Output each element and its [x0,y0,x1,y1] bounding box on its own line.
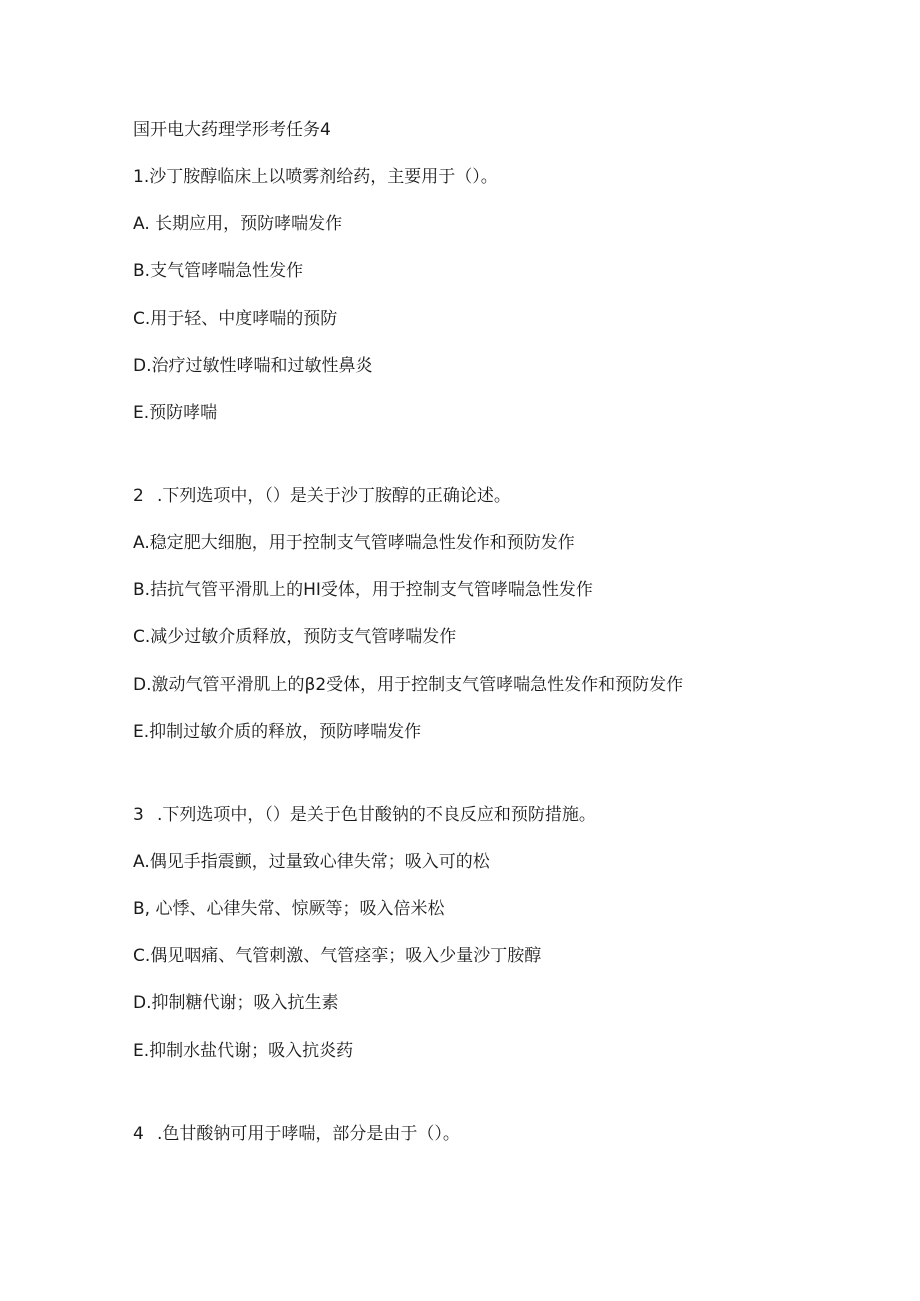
question-1 [133,167,498,187]
option-3a: A.偶见手指震颤，过量致心律失常；吸入可的松 [133,852,490,872]
option-1d: D.治疗过敏性哮喘和过敏性鼻炎 [133,356,373,376]
option-1c: C.用于轻、中度哮喘的预防 [133,309,338,329]
option-1e: E.预防哮喘 [133,403,218,423]
option-1a: A. 长期应用，预防哮喘发作 [133,214,343,234]
option-2c: C.减少过敏介质释放，预防支气管哮喘发作 [133,627,457,647]
option-2d: D.激动气管平滑肌上的β2受体，用于控制支气管哮喘急性发作和预防发作 [133,675,684,695]
option-3b: B, 心悸、心律失常、惊厥等；吸入倍米松 [133,899,445,919]
question-stem: .下列选项中，（）是关于色甘酸钠的不良反应和预防措施。 [157,805,596,825]
option-1b: B.支气管哮喘急性发作 [133,261,304,281]
question-number: 2 [133,486,144,506]
option-3c: C.偶见咽痛、气管刺激、气管痉挛；吸入少量沙丁胺醇 [133,946,542,966]
option-2e: E.抑制过敏介质的释放，预防哮喘发作 [133,722,422,742]
question-number: 3 [133,805,144,825]
document-title: 国开电大药理学形考任务4 [133,120,331,140]
question-stem: .色甘酸钠可用于哮喘，部分是由于（）。 [157,1124,460,1144]
question-number: 1. [133,167,150,187]
question-2 [133,486,511,506]
question-3 [133,805,596,825]
question-number: 4 [133,1124,144,1144]
option-3d: D.抑制糖代谢；吸入抗生素 [133,993,339,1013]
option-2b: B.拮抗气管平滑肌上的HI受体，用于控制支气管哮喘急性发作 [133,580,593,600]
option-2a: A.稳定肥大细胞，用于控制支气管哮喘急性发作和预防发作 [133,533,575,553]
question-4 [133,1124,460,1144]
question-stem: 沙丁胺醇临床上以喷雾剂给药，主要用于（）。 [149,167,498,187]
option-3e: E.抑制水盐代谢；吸入抗炎药 [133,1041,354,1061]
question-stem: .下列选项中，（）是关于沙丁胺醇的正确论述。 [157,486,511,506]
